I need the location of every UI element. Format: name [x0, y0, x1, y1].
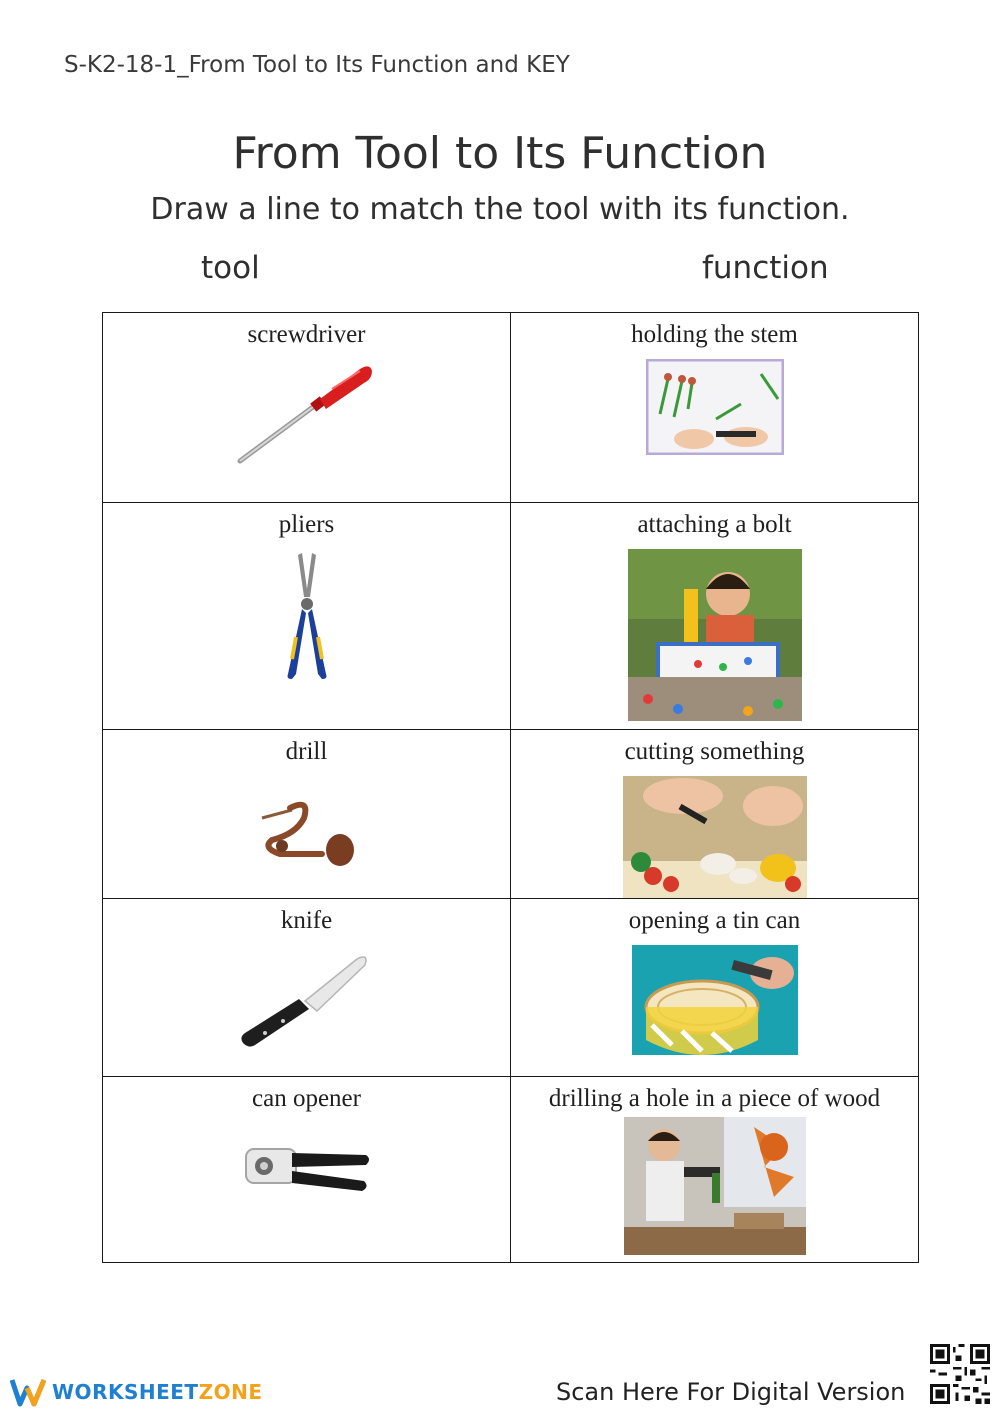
- instructions: Draw a line to match the tool with its function.: [150, 192, 850, 227]
- hand-drill-icon: [252, 788, 362, 878]
- tool-label: pliers: [278, 511, 335, 538]
- tool-cell: [103, 899, 511, 1077]
- table-row: [103, 1077, 919, 1263]
- function-label: attaching a bolt: [637, 511, 792, 538]
- cutting-vegetables-photo: [623, 776, 807, 898]
- tool-label: screwdriver: [247, 321, 366, 348]
- function-column-heading: function: [702, 250, 829, 286]
- table-row: [103, 503, 919, 730]
- function-cell: [511, 899, 919, 1077]
- function-label: cutting something: [624, 738, 805, 765]
- tool-label: drill: [285, 738, 328, 765]
- tool-cell: [103, 730, 511, 899]
- tool-cell: [103, 503, 511, 730]
- flower-stem-photo: [646, 359, 784, 455]
- table-row: [103, 730, 919, 899]
- table-row: [103, 899, 919, 1077]
- function-cell: [511, 730, 919, 899]
- worksheet-zone-w-icon: [10, 1376, 46, 1408]
- tool-column-heading: tool: [201, 250, 260, 286]
- child-drilling-wood-photo: [624, 1117, 806, 1255]
- tool-cell: [103, 313, 511, 503]
- logo-text-worksheet: WORKSHEET: [52, 1380, 199, 1404]
- function-cell: [511, 313, 919, 503]
- screwdriver-icon: [232, 359, 382, 469]
- tool-label: can opener: [252, 1085, 361, 1112]
- page-title: From Tool to Its Function: [232, 128, 768, 179]
- scan-caption: Scan Here For Digital Version: [556, 1378, 906, 1406]
- function-label: holding the stem: [631, 321, 798, 348]
- document-id: S-K2-18-1_From Tool to Its Function and KEY: [64, 52, 570, 78]
- worksheet-zone-logo: [10, 1372, 262, 1412]
- tool-label: knife: [280, 907, 333, 934]
- function-cell: [511, 503, 919, 730]
- function-label: opening a tin can: [628, 907, 801, 934]
- can-opener-icon: [242, 1137, 372, 1207]
- logo-text-zone: ZONE: [198, 1380, 263, 1404]
- function-cell: [511, 1077, 919, 1263]
- qr-code-icon[interactable]: [930, 1344, 990, 1404]
- matching-table: [102, 312, 919, 1263]
- pliers-icon: [272, 549, 342, 684]
- tool-cell: [103, 1077, 511, 1263]
- table-row: [103, 313, 919, 503]
- child-toy-bolts-photo: [628, 549, 802, 721]
- opening-can-photo: [632, 945, 798, 1055]
- function-label: drilling a hole in a piece of wood: [548, 1085, 881, 1112]
- knife-icon: [237, 949, 377, 1049]
